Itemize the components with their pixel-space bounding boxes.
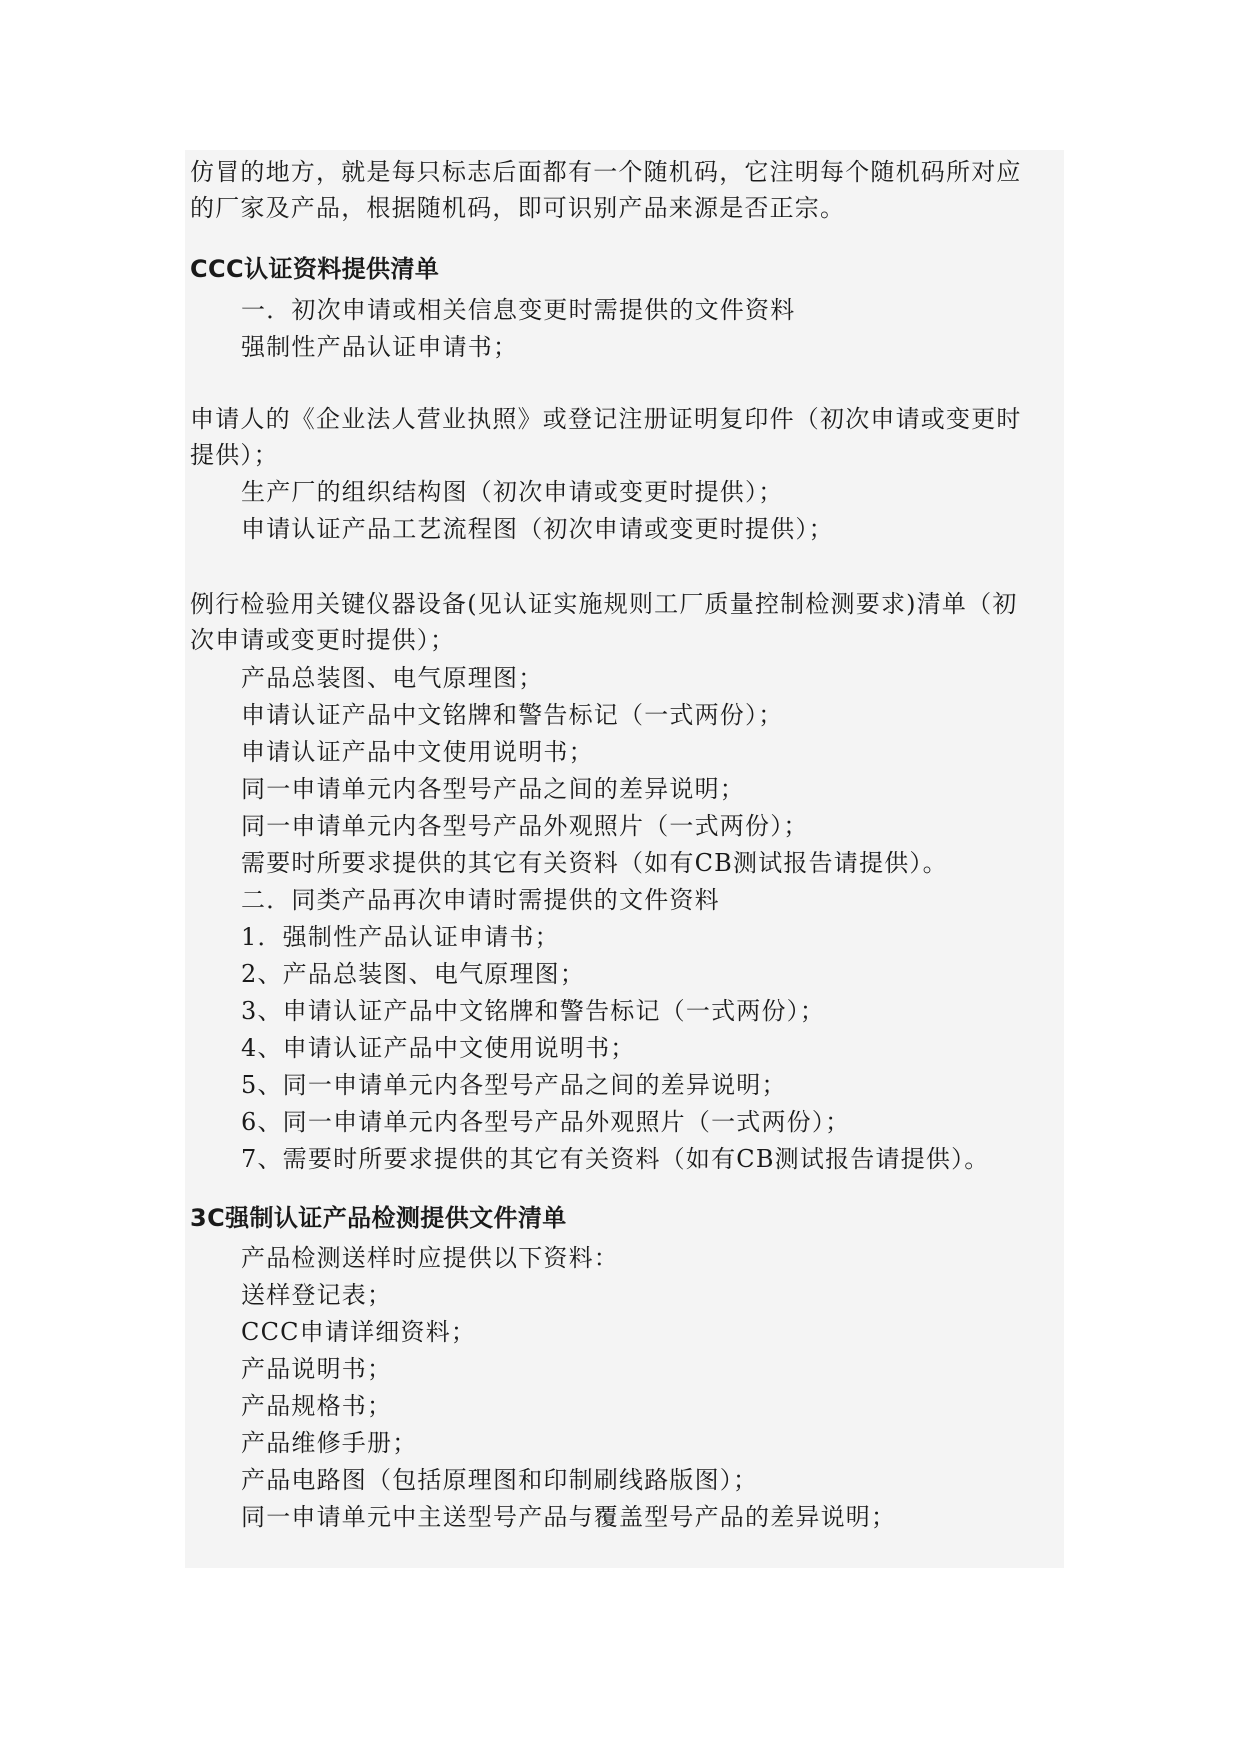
section2-line: 产品检测送样时应提供以下资料： bbox=[241, 1244, 619, 1272]
intro-line-1: 仿冒的地方，就是每只标志后面都有一个随机码，它注明每个随机码所对应 bbox=[190, 158, 1022, 186]
section-heading-3c-test-documents: 3C强制认证产品检测提供文件清单 bbox=[190, 1204, 567, 1232]
section1-line: 申请认证产品工艺流程图（初次申请或变更时提供）； bbox=[241, 515, 834, 543]
section1-line: 申请认证产品中文使用说明书； bbox=[241, 738, 594, 766]
section1-line: 3、申请认证产品中文铭牌和警告标记（一式两份）； bbox=[241, 997, 826, 1025]
section1-line: 4、申请认证产品中文使用说明书； bbox=[241, 1034, 636, 1062]
section1-line: 申请人的《企业法人营业执照》或登记注册证明复印件（初次申请或变更时 bbox=[190, 405, 1022, 433]
section2-line: 同一申请单元中主送型号产品与覆盖型号产品的差异说明； bbox=[241, 1503, 897, 1531]
section1-line: 次申请或变更时提供）； bbox=[190, 626, 456, 654]
section1-line: 2、产品总装图、电气原理图； bbox=[241, 960, 586, 988]
section1-line: 产品总装图、电气原理图； bbox=[241, 664, 544, 692]
section1-line: 同一申请单元内各型号产品外观照片（一式两份）； bbox=[241, 812, 809, 840]
section1-line: 生产厂的组织结构图（初次申请或变更时提供）； bbox=[241, 478, 784, 506]
section1-line: 提供）； bbox=[190, 441, 279, 469]
section2-line: 产品规格书； bbox=[241, 1392, 393, 1420]
section2-line: 产品说明书； bbox=[241, 1355, 393, 1383]
intro-line-2: 的厂家及产品，根据随机码，即可识别产品来源是否正宗。 bbox=[190, 194, 846, 222]
section2-line: 产品维修手册； bbox=[241, 1429, 418, 1457]
section1-line: 7、需要时所要求提供的其它有关资料（如有CB测试报告请提供）。 bbox=[241, 1145, 990, 1173]
section1-line: 二．同类产品再次申请时需提供的文件资料 bbox=[241, 886, 720, 914]
section-heading-ccc-documents: CCC认证资料提供清单 bbox=[190, 255, 440, 283]
section1-line: 一．初次申请或相关信息变更时需提供的文件资料 bbox=[241, 296, 796, 324]
section1-line: 5、同一申请单元内各型号产品之间的差异说明； bbox=[241, 1071, 787, 1099]
section1-line: 申请认证产品中文铭牌和警告标记（一式两份）； bbox=[241, 701, 784, 729]
section2-line: CCC申请详细资料； bbox=[241, 1318, 477, 1346]
section1-line: 例行检验用关键仪器设备(见认证实施规则工厂质量控制检测要求)清单（初 bbox=[190, 590, 1018, 618]
section1-line: 同一申请单元内各型号产品之间的差异说明； bbox=[241, 775, 745, 803]
section1-line: 强制性产品认证申请书； bbox=[241, 333, 519, 361]
section2-line: 产品电路图（包括原理图和印制刷线路版图）； bbox=[241, 1466, 759, 1494]
section1-line: 需要时所要求提供的其它有关资料（如有CB测试报告请提供）。 bbox=[241, 849, 948, 877]
section1-line: 6、同一申请单元内各型号产品外观照片（一式两份）； bbox=[241, 1108, 851, 1136]
section2-line: 送样登记表； bbox=[241, 1281, 393, 1309]
section1-line: 1．强制性产品认证申请书； bbox=[241, 923, 560, 951]
